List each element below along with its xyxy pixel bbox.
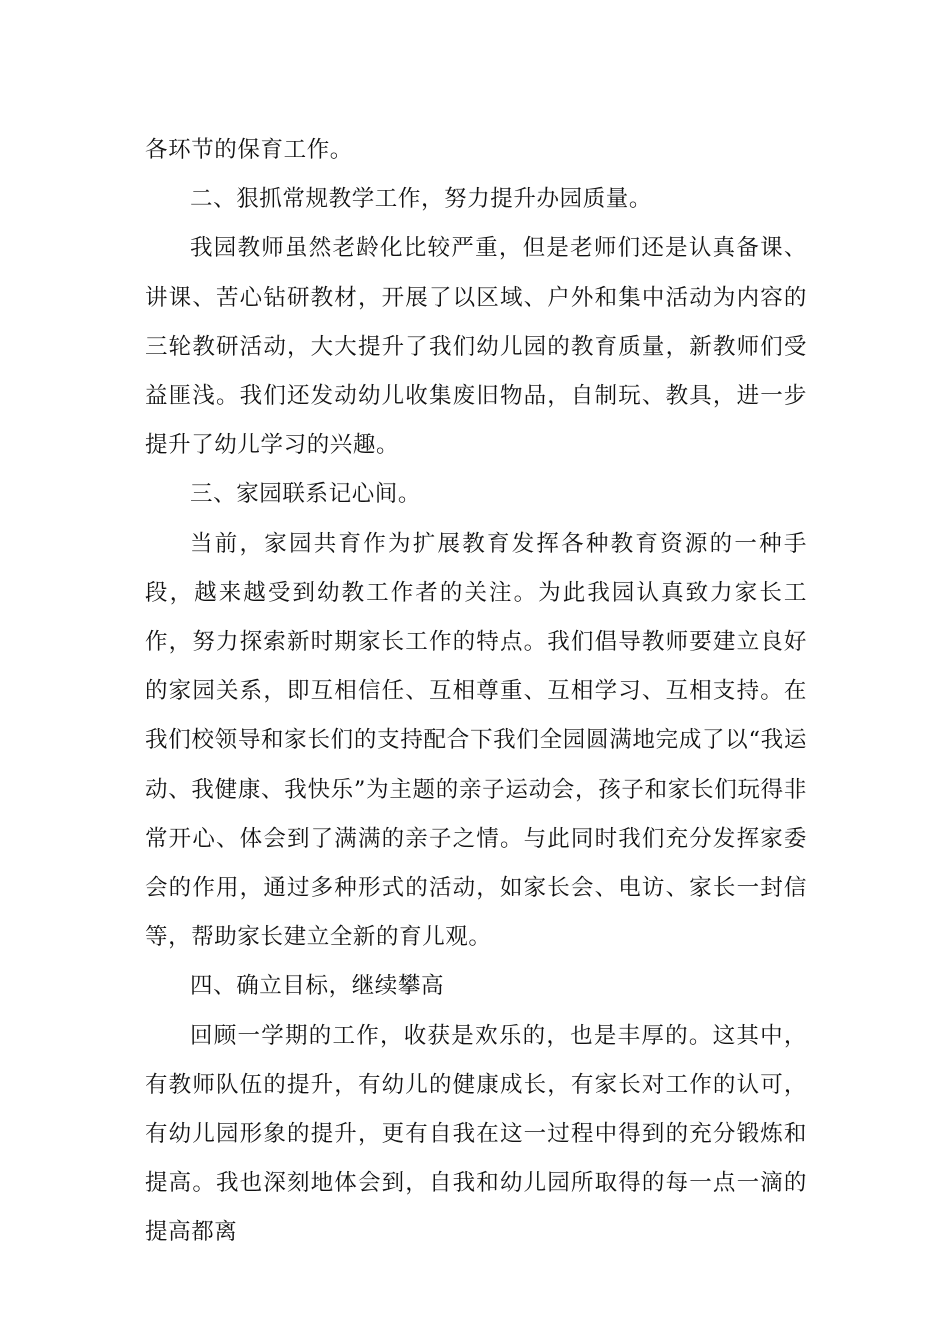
section-heading-2: 二、狠抓常规教学工作，努力提升办园质量。 bbox=[190, 186, 653, 213]
section-heading-3: 三、家园联系记心间。 bbox=[190, 481, 422, 508]
section-heading-4: 四、确立目标，继续攀高 bbox=[190, 973, 445, 1000]
paragraph-home-school: 当前，家园共育作为扩展教育发挥各种教育资源的一种手段，越来越受到幼教工作者的关注。为此我园认真致力家长工作，努力探索新时期家长工作的特点。我们倡导教师要建立良好的家园关系，即互相信任、互相尊重、互相学习、互相支持。在我们校领导和家长们的支持配合下我们全园圆满地完成了以“我运动、我健康、我快乐”为主题的亲子运动会，孩子和家长们玩得非常开心、体会到了满满的亲子之情。与此同时我们充分发挥家委会的作用，通过多种形式的活动，如家长会、电访、家长一封信等，帮助家长建立全新的育儿观。 bbox=[145, 530, 807, 951]
paragraph-teaching: 我园教师虽然老龄化比较严重，但是老师们还是认真备课、讲课、苦心钻研教材，开展了以区域、户外和集中活动为内容的三轮教研活动，大大提升了我们幼儿园的教育质量，新教师们受益匪浅。我们还发动幼儿收集废旧物品，自制玩、教具，进一步提升了幼儿学习的兴趣。 bbox=[145, 235, 807, 459]
paragraph-review: 回顾一学期的工作，收获是欢乐的，也是丰厚的。这其中，有教师队伍的提升，有幼儿的健康成长，有家长对工作的认可，有幼儿园形象的提升，更有自我在这一过程中得到的充分锻炼和提高。我也深刻地体会到，自我和幼儿园所取得的每一点一滴的提高都离 bbox=[145, 1022, 807, 1246]
document-body bbox=[145, 126, 807, 1258]
paragraph-continuation: 各环节的保育工作。 bbox=[145, 137, 353, 163]
